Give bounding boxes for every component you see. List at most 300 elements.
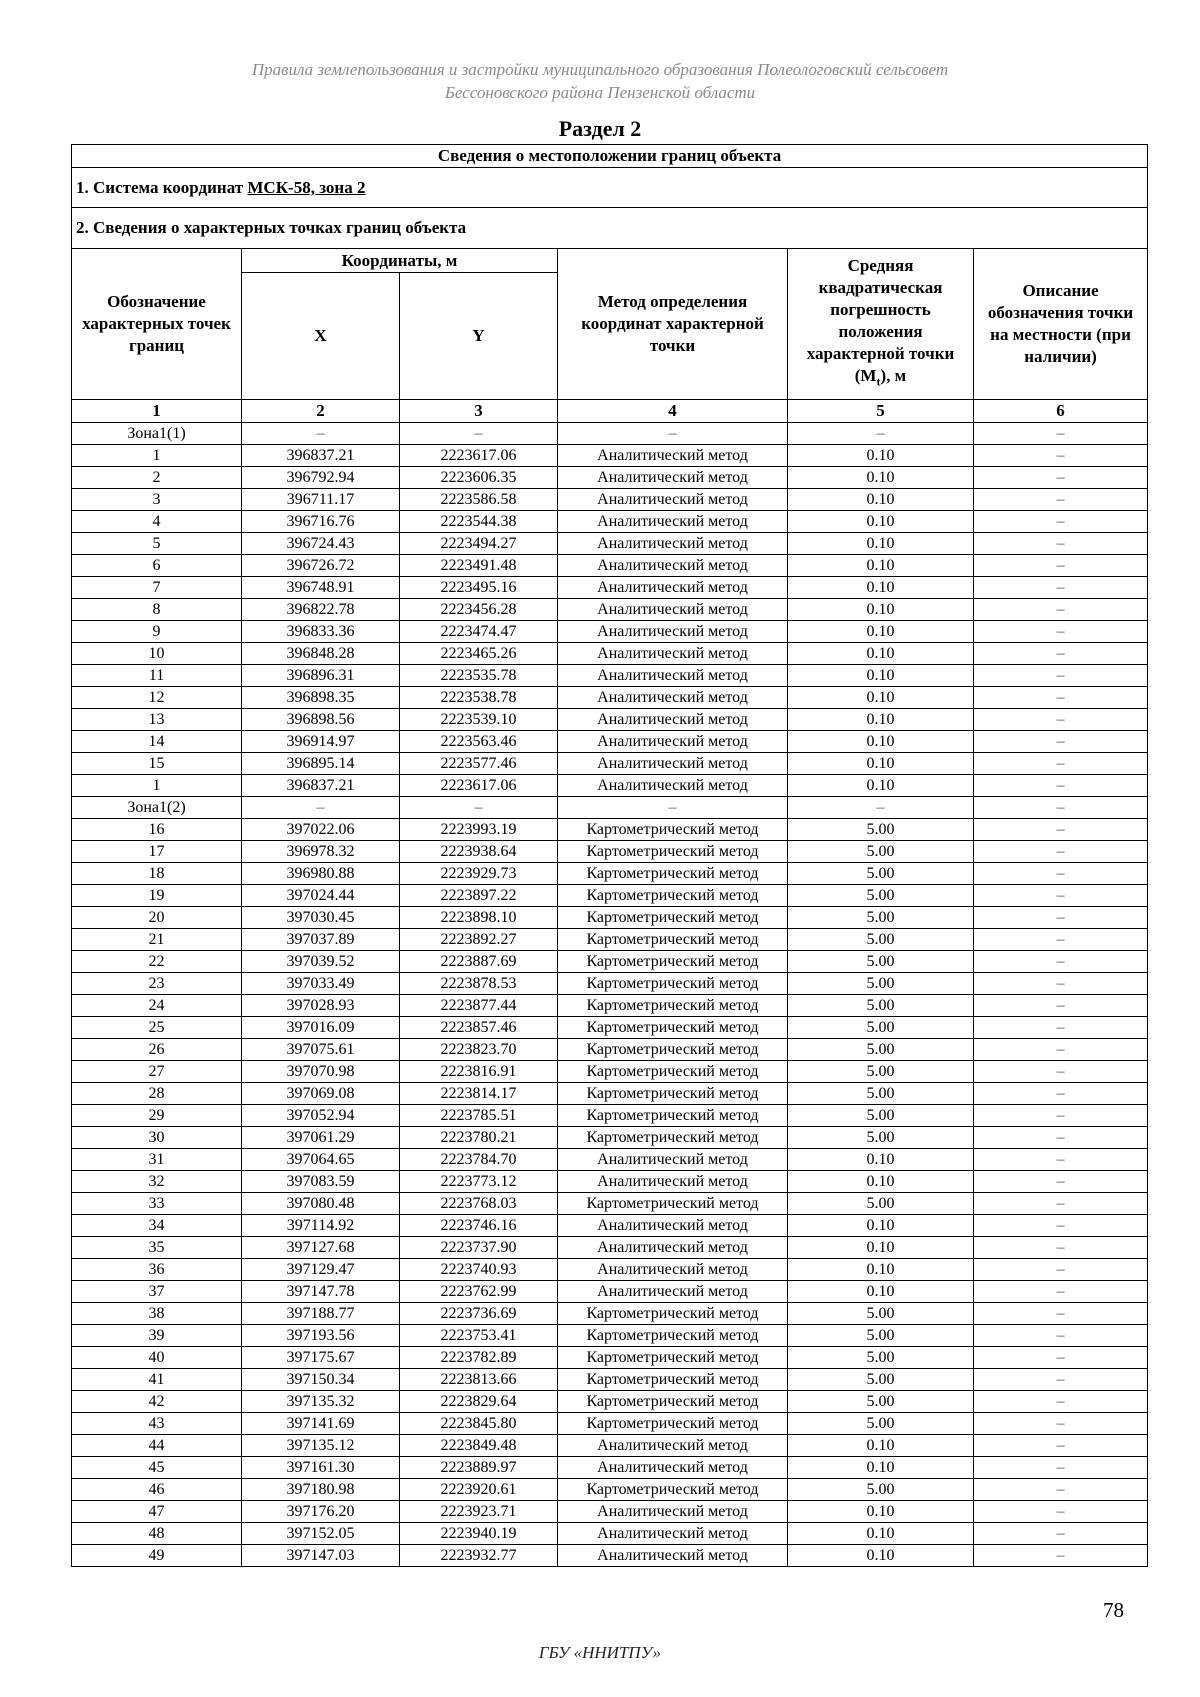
table-row — [72, 1391, 1148, 1413]
method-cell: Аналитический метод — [558, 709, 788, 731]
table-row — [72, 511, 1148, 533]
y-cell: 2223746.16 — [400, 1215, 558, 1237]
y-cell: 2223785.51 — [400, 1105, 558, 1127]
desc-cell: – — [974, 687, 1148, 709]
error-cell: 0.10 — [788, 709, 974, 731]
table-row — [72, 1523, 1148, 1545]
error-cell: 0.10 — [788, 489, 974, 511]
point-cell: 3 — [72, 489, 242, 511]
x-cell: 397080.48 — [242, 1193, 400, 1215]
method-cell: Аналитический метод — [558, 1215, 788, 1237]
table-row — [72, 555, 1148, 577]
point-cell: 32 — [72, 1171, 242, 1193]
table-preamble — [72, 145, 1148, 249]
table-row — [72, 1237, 1148, 1259]
table-row — [72, 1457, 1148, 1479]
section-title: Раздел 2 — [558, 116, 642, 141]
table-row — [72, 423, 1148, 445]
y-cell: 2223456.28 — [400, 599, 558, 621]
x-cell: 396716.76 — [242, 511, 400, 533]
y-cell: 2223849.48 — [400, 1435, 558, 1457]
table-row — [72, 1303, 1148, 1325]
point-cell: 34 — [72, 1215, 242, 1237]
x-cell: 397024.44 — [242, 885, 400, 907]
error-cell: 5.00 — [788, 1127, 974, 1149]
method-cell: Картометрический метод — [558, 841, 788, 863]
y-cell: 2223535.78 — [400, 665, 558, 687]
table-row — [72, 1545, 1148, 1567]
desc-cell: – — [974, 1413, 1148, 1435]
table-row — [72, 1369, 1148, 1391]
header-x: X — [242, 273, 400, 400]
error-cell: 0.10 — [788, 687, 974, 709]
y-cell: 2223538.78 — [400, 687, 558, 709]
method-cell: Аналитический метод — [558, 511, 788, 533]
x-cell: 397135.12 — [242, 1435, 400, 1457]
desc-cell: – — [974, 599, 1148, 621]
point-cell: Зона1(2) — [72, 797, 242, 819]
x-cell: 397180.98 — [242, 1479, 400, 1501]
point-cell: 27 — [72, 1061, 242, 1083]
desc-cell: – — [974, 753, 1148, 775]
table-header — [72, 249, 1148, 423]
table-row — [72, 577, 1148, 599]
point-cell: 13 — [72, 709, 242, 731]
y-cell: 2223878.53 — [400, 973, 558, 995]
table-row — [72, 775, 1148, 797]
table-row — [72, 885, 1148, 907]
method-cell: Аналитический метод — [558, 599, 788, 621]
table-row — [72, 1413, 1148, 1435]
column-number: 2 — [242, 400, 400, 423]
coord-system-value: МСК-58, зона 2 — [247, 177, 366, 197]
table-row — [72, 929, 1148, 951]
y-cell: 2223845.80 — [400, 1413, 558, 1435]
table-row — [72, 1281, 1148, 1303]
point-cell: 10 — [72, 643, 242, 665]
desc-cell: – — [974, 1457, 1148, 1479]
y-cell: 2223877.44 — [400, 995, 558, 1017]
desc-cell: – — [974, 445, 1148, 467]
table-row — [72, 819, 1148, 841]
x-cell: 397147.78 — [242, 1281, 400, 1303]
table-row — [72, 1171, 1148, 1193]
y-cell: 2223929.73 — [400, 863, 558, 885]
desc-cell: – — [974, 665, 1148, 687]
error-cell: 5.00 — [788, 1017, 974, 1039]
y-cell: 2223737.90 — [400, 1237, 558, 1259]
desc-cell: – — [974, 1083, 1148, 1105]
method-cell: Аналитический метод — [558, 643, 788, 665]
error-cell: 0.10 — [788, 731, 974, 753]
method-cell: Аналитический метод — [558, 577, 788, 599]
point-cell: 23 — [72, 973, 242, 995]
desc-cell: – — [974, 1523, 1148, 1545]
running-header-line-1: Правила землепользования и застройки муниципального образования Полеологовский сельсовет — [251, 60, 949, 79]
method-cell: Аналитический метод — [558, 731, 788, 753]
table-row — [72, 1105, 1148, 1127]
method-cell: Картометрический метод — [558, 1391, 788, 1413]
x-cell: 397037.89 — [242, 929, 400, 951]
y-cell: 2223753.41 — [400, 1325, 558, 1347]
error-cell: 5.00 — [788, 1347, 974, 1369]
method-cell: Аналитический метод — [558, 1281, 788, 1303]
header-point: Обозначение характерных точек границ — [72, 249, 242, 400]
table-row — [72, 973, 1148, 995]
error-cell: 0.10 — [788, 643, 974, 665]
page-number: 78 — [1103, 1598, 1124, 1622]
desc-cell: – — [974, 1237, 1148, 1259]
method-cell: Картометрический метод — [558, 863, 788, 885]
y-cell: 2223923.71 — [400, 1501, 558, 1523]
point-cell: 46 — [72, 1479, 242, 1501]
y-cell: 2223773.12 — [400, 1171, 558, 1193]
table-row — [72, 797, 1148, 819]
y-cell: 2223617.06 — [400, 445, 558, 467]
method-cell: Аналитический метод — [558, 753, 788, 775]
desc-cell: – — [974, 1347, 1148, 1369]
y-cell: 2223494.27 — [400, 533, 558, 555]
desc-cell: – — [974, 467, 1148, 489]
x-cell: 397030.45 — [242, 907, 400, 929]
point-cell: 38 — [72, 1303, 242, 1325]
desc-cell: – — [974, 1061, 1148, 1083]
table-body — [72, 423, 1148, 1567]
desc-cell: – — [974, 423, 1148, 445]
header-desc: Описание обозначения точки на местности (при наличии) — [974, 249, 1148, 400]
table-row — [72, 1347, 1148, 1369]
method-cell: Картометрический метод — [558, 1193, 788, 1215]
error-cell: 0.10 — [788, 445, 974, 467]
x-cell: 396837.21 — [242, 775, 400, 797]
y-cell: 2223768.03 — [400, 1193, 558, 1215]
point-cell: 42 — [72, 1391, 242, 1413]
method-cell: Картометрический метод — [558, 1017, 788, 1039]
desc-cell: – — [974, 1215, 1148, 1237]
method-cell: Картометрический метод — [558, 885, 788, 907]
column-numbers-row — [72, 400, 1148, 423]
header-coords: Координаты, м — [242, 249, 558, 273]
table-row — [72, 1039, 1148, 1061]
table-row — [72, 1061, 1148, 1083]
x-cell: 396748.91 — [242, 577, 400, 599]
point-cell: 29 — [72, 1105, 242, 1127]
error-cell: 0.10 — [788, 599, 974, 621]
method-cell: Картометрический метод — [558, 951, 788, 973]
point-cell: 40 — [72, 1347, 242, 1369]
desc-cell: – — [974, 1127, 1148, 1149]
desc-cell: – — [974, 621, 1148, 643]
x-cell: 397127.68 — [242, 1237, 400, 1259]
point-cell: 48 — [72, 1523, 242, 1545]
desc-cell: – — [974, 731, 1148, 753]
point-cell: 45 — [72, 1457, 242, 1479]
x-cell: 397064.65 — [242, 1149, 400, 1171]
column-number: 6 — [974, 400, 1148, 423]
method-cell: Аналитический метод — [558, 467, 788, 489]
y-cell: 2223920.61 — [400, 1479, 558, 1501]
table-caption: Сведения о местоположении границ объекта — [72, 145, 1148, 168]
x-cell: 397176.20 — [242, 1501, 400, 1523]
error-cell: 0.10 — [788, 555, 974, 577]
desc-cell: – — [974, 1303, 1148, 1325]
x-cell: 396726.72 — [242, 555, 400, 577]
y-cell: 2223814.17 — [400, 1083, 558, 1105]
y-cell: 2223465.26 — [400, 643, 558, 665]
y-cell: 2223782.89 — [400, 1347, 558, 1369]
desc-cell: – — [974, 819, 1148, 841]
desc-cell: – — [974, 995, 1148, 1017]
boundary-points-table — [71, 144, 1148, 1567]
points-section-label: 2. Сведения о характерных точках границ объекта — [72, 208, 1148, 249]
y-cell: 2223736.69 — [400, 1303, 558, 1325]
error-cell: 0.10 — [788, 1149, 974, 1171]
point-cell: 2 — [72, 467, 242, 489]
error-cell: 0.10 — [788, 533, 974, 555]
error-cell: 0.10 — [788, 775, 974, 797]
method-cell: Картометрический метод — [558, 1105, 788, 1127]
y-cell: 2223740.93 — [400, 1259, 558, 1281]
x-cell: 397075.61 — [242, 1039, 400, 1061]
desc-cell: – — [974, 1369, 1148, 1391]
error-cell: – — [788, 797, 974, 819]
table-row — [72, 1215, 1148, 1237]
table-row — [72, 709, 1148, 731]
method-cell: Аналитический метод — [558, 1149, 788, 1171]
point-cell: 33 — [72, 1193, 242, 1215]
error-cell: 5.00 — [788, 1083, 974, 1105]
error-cell: 0.10 — [788, 1281, 974, 1303]
desc-cell: – — [974, 973, 1148, 995]
table-row — [72, 841, 1148, 863]
method-cell: Аналитический метод — [558, 621, 788, 643]
table-row — [72, 1501, 1148, 1523]
x-cell: 397152.05 — [242, 1523, 400, 1545]
x-cell: 397150.34 — [242, 1369, 400, 1391]
desc-cell: – — [974, 775, 1148, 797]
desc-cell: – — [974, 1193, 1148, 1215]
desc-cell: – — [974, 1501, 1148, 1523]
error-cell: 0.10 — [788, 1435, 974, 1457]
table-row — [72, 1149, 1148, 1171]
desc-cell: – — [974, 929, 1148, 951]
method-cell: Аналитический метод — [558, 1457, 788, 1479]
point-cell: 44 — [72, 1435, 242, 1457]
error-cell: 0.10 — [788, 1237, 974, 1259]
point-cell: 5 — [72, 533, 242, 555]
desc-cell: – — [974, 1039, 1148, 1061]
y-cell: 2223829.64 — [400, 1391, 558, 1413]
column-number: 5 — [788, 400, 974, 423]
desc-cell: – — [974, 841, 1148, 863]
point-cell: 25 — [72, 1017, 242, 1039]
x-cell: 397141.69 — [242, 1413, 400, 1435]
error-cell: 5.00 — [788, 1325, 974, 1347]
x-cell: 397069.08 — [242, 1083, 400, 1105]
x-cell: 397033.49 — [242, 973, 400, 995]
x-cell: 397161.30 — [242, 1457, 400, 1479]
point-cell: 9 — [72, 621, 242, 643]
point-cell: 12 — [72, 687, 242, 709]
method-cell: Картометрический метод — [558, 907, 788, 929]
error-cell: 0.10 — [788, 665, 974, 687]
x-cell: 396898.56 — [242, 709, 400, 731]
error-cell: 0.10 — [788, 621, 974, 643]
y-cell: 2223563.46 — [400, 731, 558, 753]
desc-cell: – — [974, 1545, 1148, 1567]
header-error: Средняя квадратическая погрешность положения характерной точки $(M_t)$, м — [788, 249, 974, 400]
table-row — [72, 907, 1148, 929]
y-cell: 2223762.99 — [400, 1281, 558, 1303]
point-cell: 47 — [72, 1501, 242, 1523]
desc-cell: – — [974, 1435, 1148, 1457]
method-cell: Картометрический метод — [558, 1127, 788, 1149]
method-cell: Аналитический метод — [558, 555, 788, 577]
x-cell: 396898.35 — [242, 687, 400, 709]
y-cell: 2223784.70 — [400, 1149, 558, 1171]
point-cell: 19 — [72, 885, 242, 907]
table-row — [72, 1435, 1148, 1457]
table-row — [72, 995, 1148, 1017]
y-cell: 2223495.16 — [400, 577, 558, 599]
point-cell: 24 — [72, 995, 242, 1017]
point-cell: 26 — [72, 1039, 242, 1061]
desc-cell: – — [974, 1171, 1148, 1193]
point-cell: 22 — [72, 951, 242, 973]
desc-cell: – — [974, 643, 1148, 665]
table-row — [72, 1083, 1148, 1105]
error-cell: 5.00 — [788, 973, 974, 995]
desc-cell: – — [974, 863, 1148, 885]
table-row — [72, 489, 1148, 511]
point-cell: 35 — [72, 1237, 242, 1259]
table-row — [72, 1259, 1148, 1281]
point-cell: 14 — [72, 731, 242, 753]
desc-cell: – — [974, 533, 1148, 555]
error-cell: 0.10 — [788, 1523, 974, 1545]
point-cell: 43 — [72, 1413, 242, 1435]
point-cell: 30 — [72, 1127, 242, 1149]
error-cell: 0.10 — [788, 511, 974, 533]
error-cell: 0.10 — [788, 753, 974, 775]
point-cell: 4 — [72, 511, 242, 533]
desc-cell: – — [974, 577, 1148, 599]
x-cell: 397022.06 — [242, 819, 400, 841]
error-cell: 5.00 — [788, 1105, 974, 1127]
desc-cell: – — [974, 555, 1148, 577]
x-cell: 397016.09 — [242, 1017, 400, 1039]
error-cell: 5.00 — [788, 1413, 974, 1435]
y-cell: 2223932.77 — [400, 1545, 558, 1567]
table-row — [72, 1193, 1148, 1215]
table-row — [72, 1017, 1148, 1039]
point-cell: 6 — [72, 555, 242, 577]
method-cell: Картометрический метод — [558, 1369, 788, 1391]
method-cell: Картометрический метод — [558, 1479, 788, 1501]
y-cell: 2223474.47 — [400, 621, 558, 643]
method-cell: Аналитический метод — [558, 1259, 788, 1281]
error-cell: – — [788, 423, 974, 445]
y-cell: 2223993.19 — [400, 819, 558, 841]
error-cell: 0.10 — [788, 467, 974, 489]
x-cell: 396837.21 — [242, 445, 400, 467]
error-cell: 5.00 — [788, 1391, 974, 1413]
method-cell: Аналитический метод — [558, 489, 788, 511]
method-cell: Аналитический метод — [558, 445, 788, 467]
desc-cell: – — [974, 1259, 1148, 1281]
y-cell: 2223938.64 — [400, 841, 558, 863]
table-row — [72, 951, 1148, 973]
method-cell: Картометрический метод — [558, 1413, 788, 1435]
y-cell: 2223823.70 — [400, 1039, 558, 1061]
table-row — [72, 731, 1148, 753]
coord-system-label: 1. Система координат — [76, 177, 244, 197]
desc-cell: – — [974, 907, 1148, 929]
error-cell: 5.00 — [788, 1369, 974, 1391]
method-cell: – — [558, 797, 788, 819]
desc-cell: – — [974, 797, 1148, 819]
desc-cell: – — [974, 1479, 1148, 1501]
error-cell: 0.10 — [788, 1501, 974, 1523]
x-cell: 396724.43 — [242, 533, 400, 555]
method-cell: Картометрический метод — [558, 929, 788, 951]
x-cell: 397061.29 — [242, 1127, 400, 1149]
table-row — [72, 753, 1148, 775]
point-cell: 1 — [72, 775, 242, 797]
x-cell: 396896.31 — [242, 665, 400, 687]
error-cell: 5.00 — [788, 1479, 974, 1501]
point-cell: 41 — [72, 1369, 242, 1391]
method-cell: Аналитический метод — [558, 1171, 788, 1193]
x-cell: 397083.59 — [242, 1171, 400, 1193]
method-cell: Аналитический метод — [558, 1435, 788, 1457]
column-number: 3 — [400, 400, 558, 423]
y-cell: 2223586.58 — [400, 489, 558, 511]
method-cell: – — [558, 423, 788, 445]
x-cell: 397175.67 — [242, 1347, 400, 1369]
y-cell: 2223780.21 — [400, 1127, 558, 1149]
table-row — [72, 1325, 1148, 1347]
y-cell: 2223892.27 — [400, 929, 558, 951]
method-cell: Картометрический метод — [558, 1039, 788, 1061]
point-cell: 36 — [72, 1259, 242, 1281]
x-cell: 396914.97 — [242, 731, 400, 753]
x-cell: 396792.94 — [242, 467, 400, 489]
table-row — [72, 1127, 1148, 1149]
table-row — [72, 687, 1148, 709]
point-cell: 8 — [72, 599, 242, 621]
y-cell: 2223539.10 — [400, 709, 558, 731]
page-footer: ГБУ «ННИТПУ» — [538, 1643, 662, 1662]
y-cell: 2223889.97 — [400, 1457, 558, 1479]
error-cell: 0.10 — [788, 577, 974, 599]
header-y: Y — [400, 273, 558, 400]
header-method: Метод определения координат характерной точки — [558, 249, 788, 400]
column-number: 4 — [558, 400, 788, 423]
y-cell: 2223897.22 — [400, 885, 558, 907]
point-cell: 28 — [72, 1083, 242, 1105]
point-cell: 31 — [72, 1149, 242, 1171]
error-cell: 5.00 — [788, 841, 974, 863]
y-cell: 2223491.48 — [400, 555, 558, 577]
y-cell: – — [400, 797, 558, 819]
point-cell: 20 — [72, 907, 242, 929]
method-cell: Картометрический метод — [558, 1325, 788, 1347]
point-cell: 1 — [72, 445, 242, 467]
method-cell: Аналитический метод — [558, 1523, 788, 1545]
x-cell: 397147.03 — [242, 1545, 400, 1567]
method-cell: Картометрический метод — [558, 1303, 788, 1325]
